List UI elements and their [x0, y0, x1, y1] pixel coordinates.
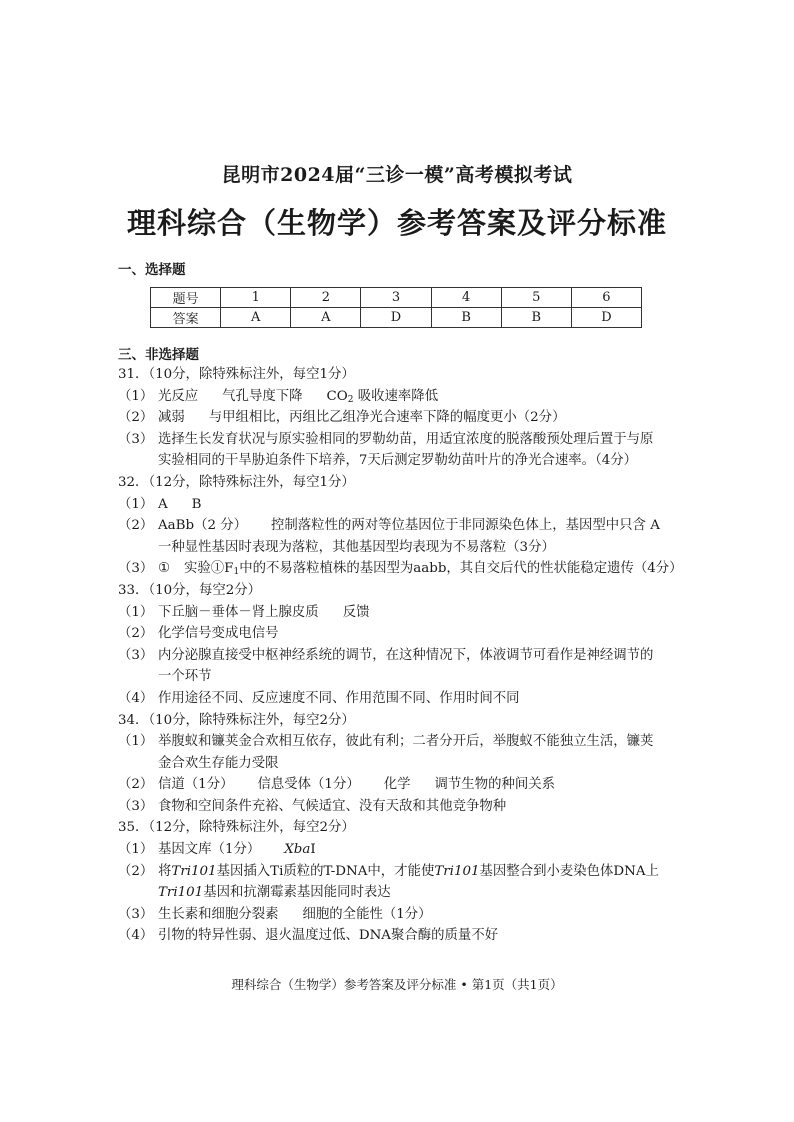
answer-line: （1） 光反应 气孔导度下降 $CO_2$ 吸收速率降低	[118, 388, 439, 405]
question-number-cell: 6	[571, 288, 641, 308]
page-footer: 理科综合（生物学）参考答案及评分标准 • 第1页（共1页）	[231, 977, 563, 992]
answer-table	[150, 287, 642, 328]
table-header-cell: 题号	[151, 288, 221, 308]
answer-line: 一个环节	[158, 669, 212, 685]
question-33-heading: 33．（10分，每空2分）	[118, 582, 262, 598]
answer-cell: B	[501, 308, 571, 328]
table-row	[151, 288, 642, 308]
answer-line: （3） 生长素和细胞分裂素 细胞的全能性（1分）	[118, 906, 432, 922]
answer-cell: D	[361, 308, 431, 328]
question-31-heading: 31．（10分，除特殊标注外，每空1分）	[118, 367, 355, 382]
answer-line: 实验相同的干旱胁迫条件下培养，7天后测定罗勒幼苗叶片的净光合速率。（4分）	[158, 453, 638, 469]
answer-line: （2） 化学信号变成电信号	[118, 626, 279, 642]
answer-line: Tri101基因和抗潮霉素基因能同时表达	[158, 885, 391, 901]
answer-line: （2） 将Tri101基因插入Ti质粒的T-DNA中，才能使Tri101基因整合到小麦染色体DNA上	[118, 863, 659, 879]
answer-line: （4） 作用途径不同、反应速度不同、作用范围不同、作用时间不同	[118, 690, 520, 706]
section-heading-nonchoice: 三、非选择题	[118, 347, 199, 363]
answer-line: （3） 内分泌腺直接受中枢神经系统的调节，在这种情况下，体液调节可看作是神经调节的	[118, 647, 654, 663]
table-row	[151, 308, 642, 328]
answer-body	[118, 364, 683, 947]
section-heading-choice: 一、选择题	[118, 262, 186, 278]
answer-cell: B	[431, 308, 501, 328]
answer-cell: D	[571, 308, 641, 328]
answer-line: （1） A B	[118, 496, 202, 512]
question-number-cell: 1	[221, 288, 291, 308]
question-34-heading: 34．（10分，除特殊标注外，每空2分）	[118, 712, 355, 728]
document-title: 理科综合（生物学）参考答案及评分标准	[126, 206, 667, 240]
answer-line: （1） 举腹蚁和镰荚金合欢相互依存，彼此有利；二者分开后，举腹蚁不能独立生活，镰荚	[118, 734, 654, 750]
question-number-cell: 5	[501, 288, 571, 308]
question-35-heading: 35．（12分，除特殊标注外，每空2分）	[118, 820, 355, 836]
answer-line: （2） 信道（1分） 信息受体（1分） 化学 调节生物的种间关系	[118, 777, 556, 793]
answer-line: （3） ① 实验$①F_1$中的不易落粒植株的基因型为aabb，其自交后代的性状能稳定遗传（4分）	[118, 561, 683, 578]
answer-line: （1） 基因文库（1分） XbaⅠ	[118, 842, 316, 858]
exam-title: 昆明市2024届“三诊一模”高考模拟考试	[221, 164, 573, 186]
question-number-cell: 2	[291, 288, 361, 308]
question-32-heading: 32．（12分，除特殊标注外，每空1分）	[118, 474, 355, 490]
answer-line: （4） 引物的特异性弱、退火温度过低、DNA聚合酶的质量不好	[118, 928, 499, 944]
answer-cell: A	[291, 308, 361, 328]
question-number-cell: 4	[431, 288, 501, 308]
answer-cell: A	[221, 308, 291, 328]
answer-line: （2） 减弱 与甲组相比，丙组比乙组净光合速率下降的幅度更小（2分）	[118, 410, 566, 426]
question-number-cell: 3	[361, 288, 431, 308]
answer-line: （1） 下丘脑－垂体－肾上腺皮质 反馈	[118, 604, 370, 620]
answer-line: （3） 选择生长发育状况与原实验相同的罗勒幼苗，用适宜浓度的脱落酸预处理后置于与原	[118, 431, 654, 447]
table-header-cell: 答案	[151, 308, 221, 328]
answer-line: 金合欢生存能力受限	[158, 755, 279, 771]
answer-line: （2） AaBb（2 分） 控制落粒性的两对等位基因位于非同源染色体上，基因型中只含 A	[118, 518, 660, 534]
answer-line: （3） 食物和空间条件充裕、气候适宜、没有天敌和其他竞争物种	[118, 798, 507, 814]
answer-line: 一种显性基因时表现为落粒，其他基因型均表现为不易落粒（3分）	[158, 539, 555, 555]
